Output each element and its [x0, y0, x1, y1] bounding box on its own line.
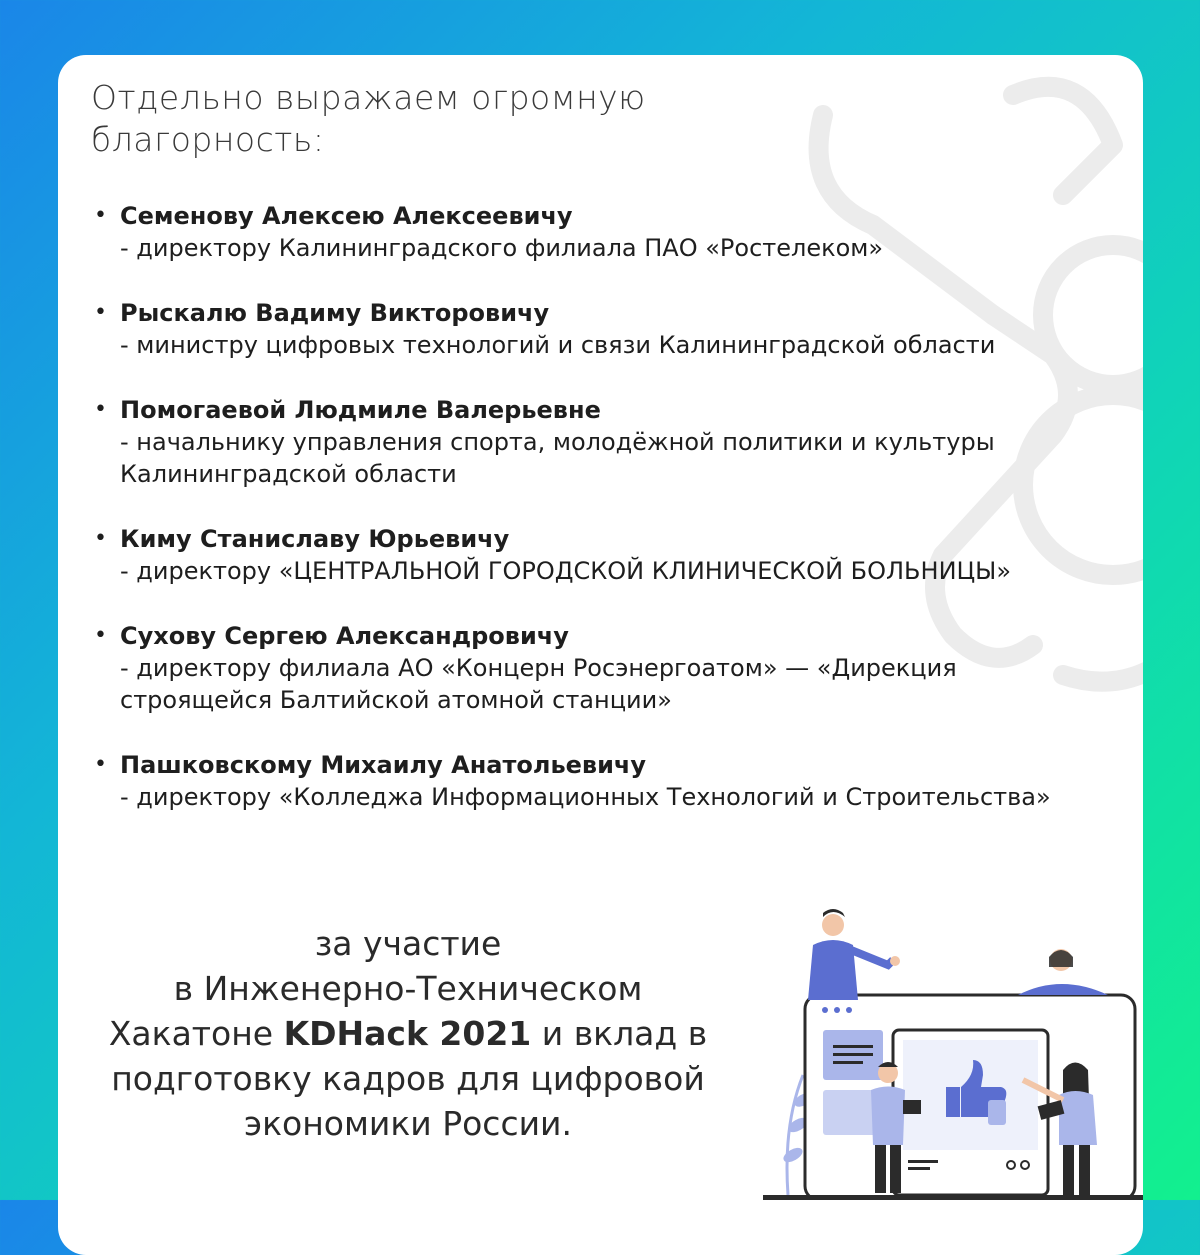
woman-peeking-figure	[1018, 949, 1108, 995]
bullet: •	[94, 397, 107, 422]
bullet: •	[94, 526, 107, 551]
recipient-role: - директору «Колледжа Информационных Технологий и Строительства»	[120, 783, 1051, 811]
content-card	[58, 55, 1143, 1255]
list-item	[92, 523, 1102, 587]
recipient-role: - директору «ЦЕНТРАЛЬНОЙ ГОРОДСКОЙ КЛИНИЧЕСКОЙ БОЛЬНИЦЫ»	[120, 557, 1012, 585]
man-pointing-figure	[808, 909, 900, 1000]
recipients-list	[92, 200, 1102, 846]
list-item	[92, 620, 1102, 716]
closing-line: за участие	[314, 924, 502, 963]
closing-line: в Инженерно-Техническом	[173, 969, 643, 1008]
bullet: •	[94, 623, 107, 648]
closing-statement	[78, 921, 738, 1146]
list-item	[92, 749, 1102, 813]
list-item	[92, 394, 1102, 490]
recipient-name: Сухову Сергею Александровичу	[120, 622, 569, 650]
team-social-media-illustration	[763, 855, 1143, 1200]
closing-line: подготовку кадров для цифровой	[111, 1059, 705, 1098]
recipient-role: - директору Калининградского филиала ПАО «Ростелеком»	[120, 234, 884, 262]
recipient-name: Семенову Алексею Алексеевичу	[120, 202, 573, 230]
heading: Отдельно выражаем огромную благорность:	[91, 78, 646, 159]
recipient-role: - начальнику управления спорта, молодёжной политики и культуры Калининградской области	[120, 428, 995, 488]
bullet: •	[94, 300, 107, 325]
bullet: •	[94, 752, 107, 777]
recipient-role: - директору филиала АО «Концерн Росэнергоатом» — «Дирекция строящейся Балтийской атомной станции»	[120, 654, 957, 714]
closing-line: экономики России.	[244, 1104, 572, 1143]
event-name: KDHack 2021	[283, 1014, 532, 1053]
list-item	[92, 200, 1102, 264]
closing-line: Хакатоне KDHack 2021 и вклад в	[108, 1014, 708, 1053]
recipient-name: Рыскалю Вадиму Викторовичу	[120, 299, 550, 327]
bullet: •	[94, 203, 107, 228]
recipient-role: - министру цифровых технологий и связи Калининградской области	[120, 331, 996, 359]
recipient-name: Киму Станиславу Юрьевичу	[120, 525, 510, 553]
list-item	[92, 297, 1102, 361]
recipient-name: Пашковскому Михаилу Анатольевичу	[120, 751, 647, 779]
recipient-name: Помогаевой Людмиле Валерьевне	[120, 396, 601, 424]
